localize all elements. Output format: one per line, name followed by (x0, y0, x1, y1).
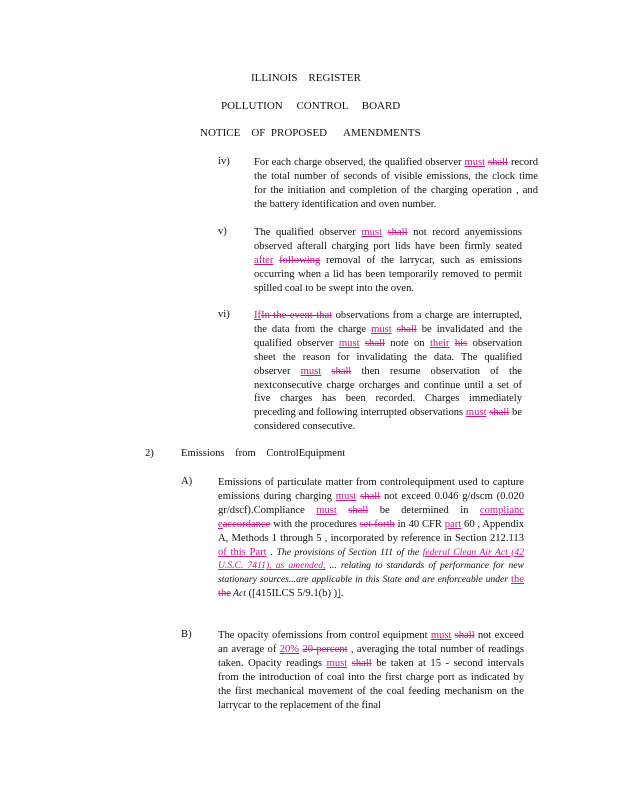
item-a-label: A) (181, 476, 193, 487)
text-run: record the total number of seconds of visible emissions, the clock time for the initiation and completion of the charging operation , and the battery identification and oven number. (254, 157, 539, 210)
text-run: . (340, 588, 344, 600)
deleted-text: shall (489, 407, 510, 419)
text-run: observation sheet the reason for invalidating the data. The qualified observer (254, 337, 523, 377)
deleted-text: his (454, 337, 468, 349)
text-run: with the procedures (270, 518, 360, 530)
text-run: . (266, 546, 277, 558)
text-run: be invalidated and the qualified observer (254, 323, 522, 349)
item-b-label: B) (181, 629, 192, 640)
text-run: observations from a charge are interrupted, the data from the charge (254, 310, 522, 335)
text-run: note on (384, 337, 430, 349)
text-run: be determined in (368, 504, 480, 516)
notice-title: NOTICE OF PROPOSED AMENDMENTS (200, 127, 421, 139)
inserted-text: must (316, 504, 337, 516)
item-v-text (254, 226, 522, 296)
text-run: in 40 CFR (394, 518, 445, 530)
inserted-text: must (338, 337, 360, 349)
text-run: removal of the larrycar, such as emissions occurring when a lid has been temporarily removed to permit spilled coal to be swept into the oven. (254, 254, 522, 294)
deleted-text: shall (454, 630, 475, 641)
inserted-text: 20% (279, 643, 300, 655)
item-v-label: v) (218, 226, 227, 237)
deleted-text: shall (331, 365, 352, 377)
inserted-text: of this Part (218, 546, 267, 558)
deleted-text: 20 percent (302, 643, 348, 655)
inserted-text: must (300, 365, 322, 377)
text-run: not exceed an average of (218, 630, 524, 655)
inserted-text: must (335, 490, 357, 502)
item-vi-text (254, 309, 522, 434)
inserted-text: part (444, 518, 462, 530)
deleted-text: shall (396, 323, 417, 335)
inserted-text: their (429, 337, 450, 349)
inserted-text: must (465, 407, 487, 419)
item-a-text (218, 476, 524, 601)
italic-text: ... relating to standards of performance for new stationary sources...are applicable in this State and are enforceable under (218, 560, 524, 586)
register-title: ILLINOIS REGISTER (251, 72, 361, 84)
deleted-text: accordance (222, 518, 271, 530)
inserted-text: must (430, 630, 452, 641)
inserted-text: federal Clean Air Act (42 U.S.C. 7411), as amended, (218, 546, 525, 572)
deleted-text: shall (351, 657, 372, 669)
section-2-title: Emissions from ControlEquipment (181, 448, 346, 459)
inserted-text: must (371, 323, 392, 335)
deleted-text: the (218, 588, 231, 600)
italic-text: Act (230, 588, 246, 600)
inserted-text: If (254, 310, 262, 321)
text-run: Emissions of particulate matter from controlequipment used to capture emissions during charging (218, 477, 524, 502)
inserted-text: complianc e (218, 504, 525, 530)
text-run: not exceed 0.046 g/dscm (0.020 gr/dscf).Compliance (218, 490, 525, 516)
item-iv-label: iv) (218, 156, 230, 167)
item-vi-label: vi) (218, 309, 230, 320)
text-run: , averaging the total number of readings taken. Opacity readings (218, 643, 525, 669)
inserted-text: after (254, 254, 274, 266)
deleted-text: set forth (359, 518, 395, 530)
item-b-text (218, 629, 524, 712)
text-run: not record anyemissions observed afterall charging port lids have been firmly seated (254, 227, 523, 252)
text-run: The qualified observer (254, 227, 362, 238)
inserted-text: the (511, 574, 524, 586)
inserted-text: ] (337, 588, 341, 600)
text-run: For each charge observed, the qualified observer (254, 157, 465, 168)
italic-text: The provisions of Section 111 of the (276, 546, 423, 558)
deleted-text: shall (348, 504, 369, 516)
deleted-text: shall (387, 227, 408, 238)
item-iv-text (254, 156, 538, 212)
text-run: be considered consecutive. (254, 407, 522, 433)
text-run: 60 , Appendix A, Methods 1 through 5 , incorporated by reference in Section 212.113 (218, 518, 525, 544)
text-run: ([415ILCS 5/9.1(b) ) (245, 588, 338, 600)
deleted-text: shall (488, 157, 509, 168)
inserted-text: must (361, 227, 382, 238)
inserted-text: must (464, 157, 486, 168)
deleted-text: shall (364, 337, 385, 349)
inserted-text: must (326, 657, 348, 669)
text-run: be taken at 15 - second intervals from the introduction of coal into the first charge port as indicated by the first mechanical movement of the coal feeding mechanism on the larrycar to the replacement of the final (218, 657, 524, 711)
deleted-text: In the event that (261, 310, 333, 321)
deleted-text: shall (360, 490, 381, 502)
text-run: The opacity ofemissions from control equipment (218, 630, 431, 641)
text-run: then resume observation of the nextconsecutive charge orcharges and continue until a set of five charges has been recorded. Charges immediately preceding and following interrupted observations (254, 365, 523, 419)
deleted-text: following (279, 254, 321, 266)
board-title: POLLUTION CONTROL BOARD (221, 100, 401, 112)
section-2-label: 2) (145, 448, 154, 459)
